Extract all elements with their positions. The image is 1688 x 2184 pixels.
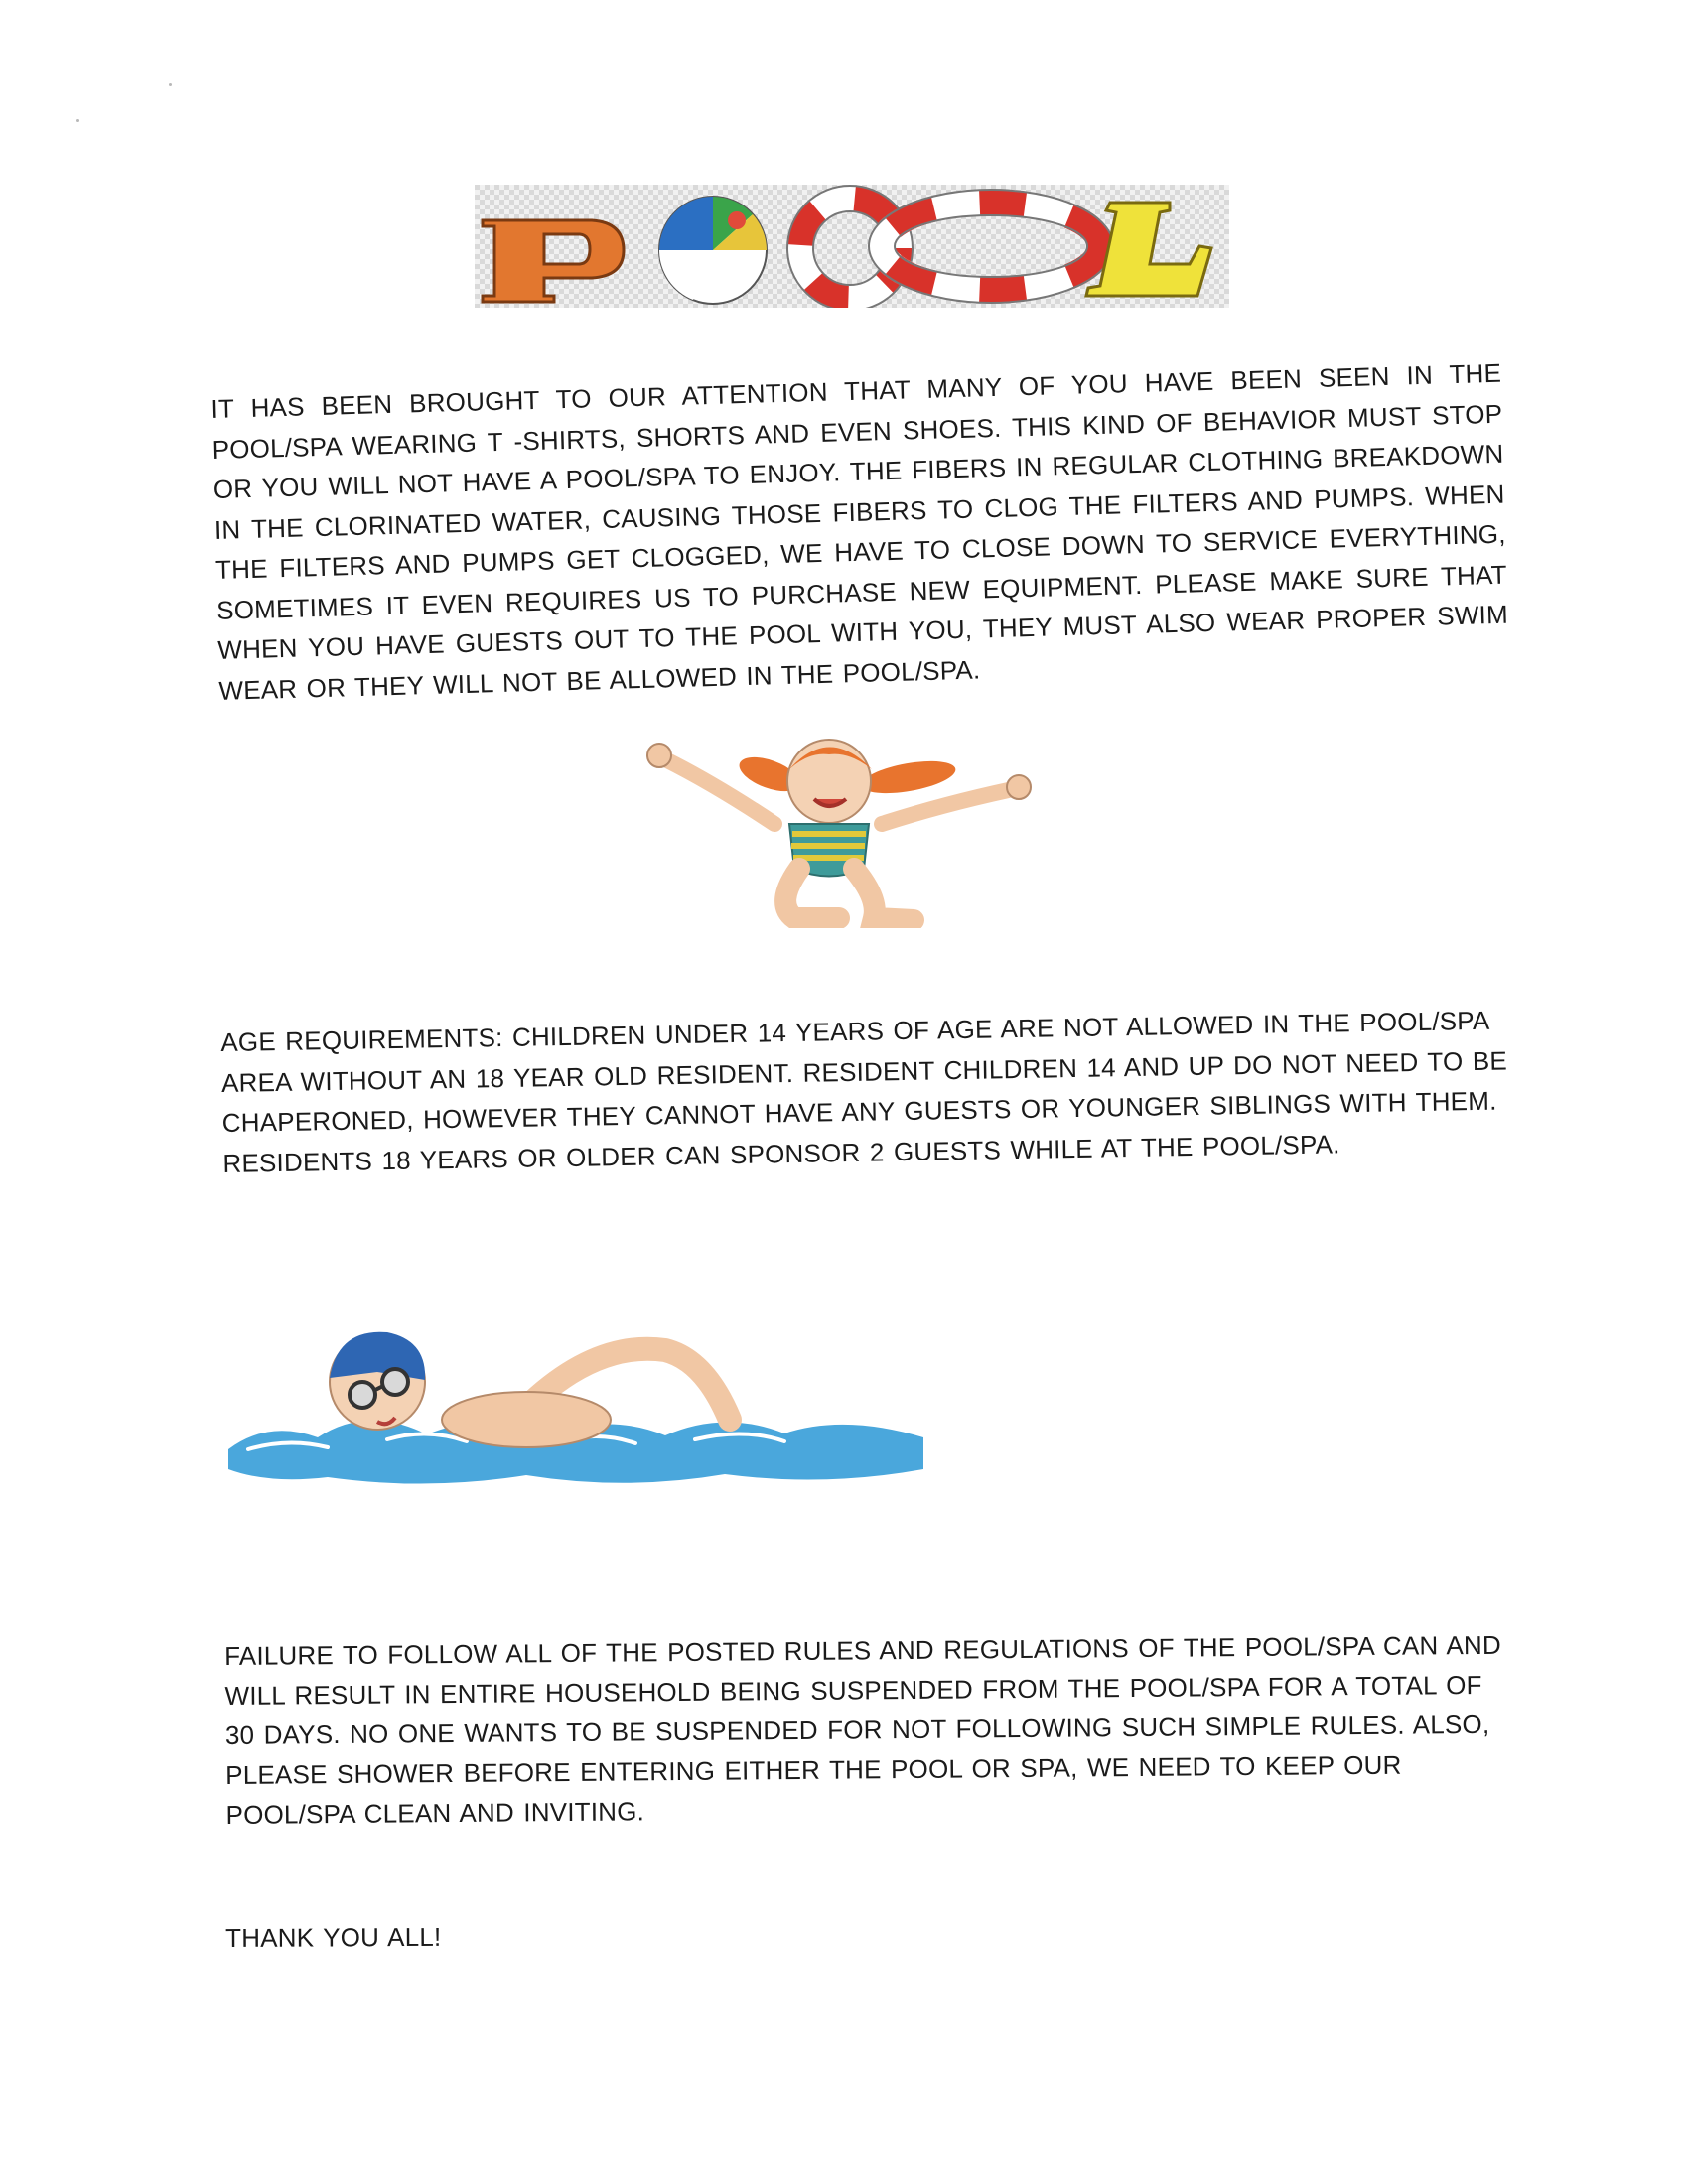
thank-you-text: THANK YOU ALL! <box>225 1921 442 1953</box>
age-requirements-paragraph: AGE REQUIREMENTS: CHILDREN UNDER 14 YEARS OF AGE ARE NOT ALLOWED IN THE POOL/SPA AREA WITHOUT AN 18 YEAR OLD RESIDENT. RESIDENT CHILDREN 14 AND UP DO NOT NEED TO BE CHAPERONED, HOWEVER THEY CANNOT HAVE ANY GUESTS OR YOUNGER SIBLINGS WITH THEM. RESIDENTS 18 YEARS OR OLDER CAN SPONSOR 2 GUESTS WHILE AT THE POOL/SPA. <box>220 1005 1508 1178</box>
scan-speck <box>76 119 79 122</box>
dress-code-paragraph: IT HAS BEEN BROUGHT TO OUR ATTENTION THAT MANY OF YOU HAVE BEEN SEEN IN THE POOL/SPA WEARING T -SHIRTS, SHORTS AND EVEN SHOES. THIS KIND OF BEHAVIOR MUST STOP OR YOU WILL NOT HAVE A POOL/SPA TO ENJOY. THE FIBERS IN REGULAR CLOTHING BREAKDOWN IN THE CLORINATED WATER, CAUSING THOSE FIBERS TO CLOG THE FILTERS AND PUMPS. WHEN THE FILTERS AND PUMPS GET CLOGGED, WE HAVE TO CLOSE DOWN TO SERVICE EVERYTHING, SOMETIMES IT EVEN REQUIRES US TO PURCHASE NEW EQUIPMENT. PLEASE MAKE SURE THAT WHEN YOU HAVE GUESTS OUT TO THE POOL WITH YOU, THEY MUST ALSO WEAR PROPER SWIM WEAR OR THEY WILL NOT BE ALLOWED IN THE POOL/SPA. <box>211 357 1509 706</box>
swimmer-icon <box>228 1310 953 1499</box>
scan-speck <box>169 83 172 86</box>
beach-ball-icon <box>659 197 767 304</box>
failure-paragraph: FAILURE TO FOLLOW ALL OF THE POSTED RULES AND REGULATIONS OF THE POOL/SPA CAN AND WILL RESULT IN ENTIRE HOUSEHOLD BEING SUSPENDED FROM THE POOL/SPA FOR A TOTAL OF 30 DAYS. NO ONE WANTS TO BE SUSPENDED FOR NOT FOLLOWING SUCH SIMPLE RULES. ALSO, PLEASE SHOWER BEFORE ENTERING EITHER THE POOL OR SPA, WE NEED TO KEEP OUR POOL/SPA CLEAN AND INVITING. <box>224 1629 1502 1830</box>
pool-logo <box>475 185 1229 308</box>
girl-in-swimsuit-icon <box>626 730 1082 928</box>
